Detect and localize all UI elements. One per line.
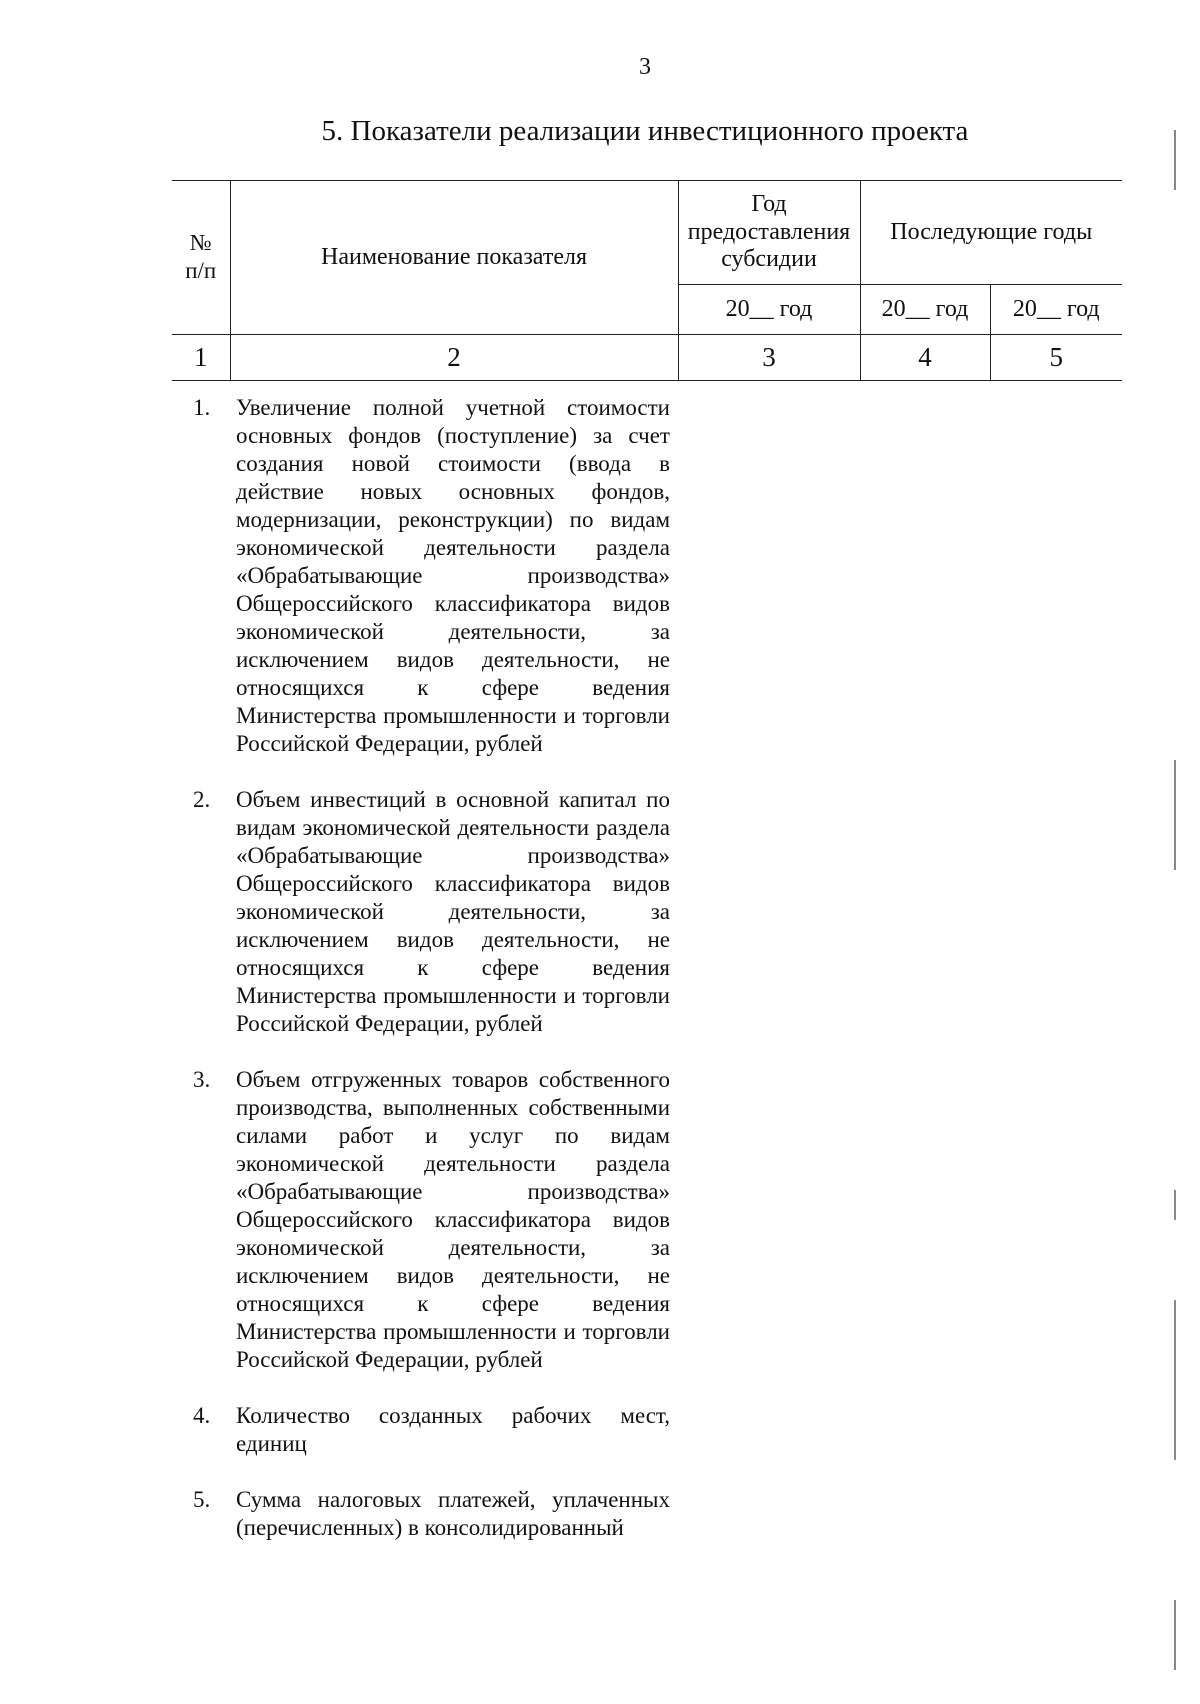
year-label: 20__ год xyxy=(1012,295,1100,322)
column-number-1: 1 xyxy=(172,335,230,381)
header-following-years-cell xyxy=(860,181,1122,285)
scan-mark xyxy=(1174,760,1176,870)
list-item xyxy=(190,1486,670,1542)
header-following-years: Последующие годы xyxy=(890,218,1093,245)
list-item xyxy=(190,786,670,1038)
scan-margin-marks xyxy=(1174,0,1178,1704)
list-item xyxy=(190,1402,670,1458)
header-subsidy-year: Год предоставления субсидии xyxy=(687,191,851,273)
column-number-2: 2 xyxy=(230,335,678,381)
section-title: 5. Показатели реализации инвестиционного проекта xyxy=(321,115,969,147)
item-number: 4. xyxy=(193,1403,211,1428)
header-num-cell xyxy=(172,181,230,335)
header-subsidy-year-cell xyxy=(678,181,860,285)
scan-mark xyxy=(1174,1190,1176,1220)
scan-mark xyxy=(1174,1600,1176,1670)
list-item xyxy=(190,394,670,758)
year-label: 20__ год xyxy=(725,295,813,322)
item-text: Сумма налоговых платежей, уплаченных (перечисленных) в консолидированный xyxy=(236,1487,670,1540)
indicator-list xyxy=(190,394,670,1570)
item-number: 2. xyxy=(193,787,211,812)
column-number-3: 3 xyxy=(678,335,860,381)
scan-mark xyxy=(1174,1300,1176,1460)
list-item xyxy=(190,1066,670,1374)
indicators-table xyxy=(172,180,1122,381)
year-cell-following-1 xyxy=(860,285,990,335)
year-cell-subsidy xyxy=(678,285,860,335)
column-number-4: 4 xyxy=(860,335,990,381)
header-name: Наименование показателя xyxy=(321,243,587,270)
scan-mark xyxy=(1174,130,1176,190)
header-num: № п/п xyxy=(185,229,217,283)
item-text: Увеличение полной учетной стоимости основных фондов (поступление) за счет создания новой стоимости (ввода в действие новых основных фондов, модернизации, реконструкции) по видам экономической деятельности раздела «Обрабатывающие производства» Общероссийского классификатора видов экономической деятельности, за исключением видов деятельности, не относящихся к сфере ведения Министерства промышленности и торговли Российской Федерации, рублей xyxy=(236,395,670,756)
header-name-cell xyxy=(230,181,678,335)
item-text: Количество созданных рабочих мест, единиц xyxy=(236,1403,670,1456)
item-text: Объем инвестиций в основной капитал по видам экономической деятельности раздела «Обрабатывающие производства» Общероссийского классификатора видов экономической деятельности, за исключением видов деятельности, не относящихся к сфере ведения Министерства промышленности и торговли Российской Федерации, рублей xyxy=(236,787,670,1036)
item-number: 5. xyxy=(193,1487,211,1512)
item-text: Объем отгруженных товаров собственного производства, выполненных собственными силами работ и услуг по видам экономической деятельности раздела «Обрабатывающие производства» Общероссийского классификатора видов экономической деятельности, за исключением видов деятельности, не относящихся к сфере ведения Министерства промышленности и торговли Российской Федерации, рублей xyxy=(236,1067,670,1372)
column-number-5: 5 xyxy=(990,335,1122,381)
page-number: 3 xyxy=(639,54,651,80)
item-number: 3. xyxy=(193,1067,211,1092)
year-label: 20__ год xyxy=(881,295,969,322)
year-cell-following-2 xyxy=(990,285,1122,335)
item-number: 1. xyxy=(193,395,211,420)
